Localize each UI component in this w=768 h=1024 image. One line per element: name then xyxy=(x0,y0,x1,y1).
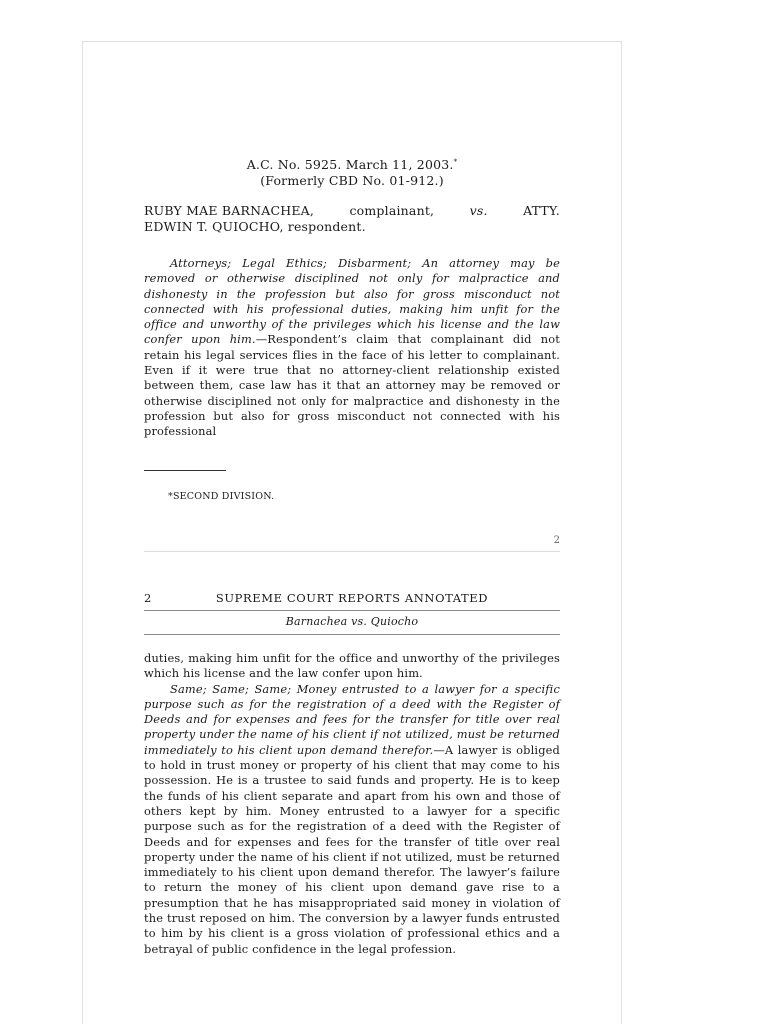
complainant-role: complainant, xyxy=(349,203,435,218)
parties-line-1 xyxy=(144,203,560,219)
footnote: *SECOND DIVISION. xyxy=(168,491,275,502)
former-case-number: (Formerly CBD No. 01-912.) xyxy=(260,173,444,189)
parties-line-2: EDWIN T. QUIOCHO, respondent. xyxy=(144,219,366,234)
case-number-line xyxy=(144,154,560,173)
running-head-case-title: Barnachea vs. Quiocho xyxy=(285,615,419,628)
syllabus-2-paragraph xyxy=(144,682,560,957)
case-heading xyxy=(144,154,560,189)
respondent-title: ATTY. xyxy=(523,203,560,218)
running-head-page-number: 2 xyxy=(144,591,152,605)
page-separator xyxy=(144,551,560,552)
syllabus-1 xyxy=(144,256,560,440)
running-head xyxy=(144,591,560,605)
page-1-number: 2 xyxy=(553,535,560,546)
running-head-rule-bottom xyxy=(144,634,560,635)
footnote-rule xyxy=(144,470,226,471)
running-head-rule-top xyxy=(144,610,560,611)
running-head-title: SUPREME COURT REPORTS ANNOTATED xyxy=(215,591,489,605)
footnote-marker: * xyxy=(453,158,458,166)
versus: vs. xyxy=(469,203,488,218)
syllabus-1-roman: —Respondent’s claim that complainant did not retain his legal services flies in the face of his letter to complainant. Even if it were true that no attorney-client relationship existed between them, case law has it that an attorney may be removed or otherwise disciplined not only for malpractice and dishonesty in the profession but also for gross misconduct not connected with his professional xyxy=(144,332,560,439)
parties xyxy=(144,203,560,235)
syllabus-2-italic: Same; Same; Same; Money entrusted to a lawyer for a specific purpose such as for the registration of a deed with the Register of Deeds and for expenses and fees for the transfer for title over real property under the name of his client if not utilized, must be returned immediately to his client upon demand therefor. xyxy=(144,681,560,757)
syllabus-1-paragraph xyxy=(144,256,560,440)
case-number: A.C. No. 5925. March 11, 2003. xyxy=(246,157,454,173)
page-2-body xyxy=(144,651,560,957)
complainant-name: RUBY MAE BARNACHEA, xyxy=(144,203,315,218)
continuation-paragraph: duties, making him unfit for the office and unworthy of the privileges which his license and the law confer upon him. xyxy=(144,651,560,681)
syllabus-1-italic: Attorneys; Legal Ethics; Disbarment; An attorney may be removed or otherwise disciplined not only for malpractice and dishonesty in the profession but also for gross misconduct not connected with his professional duties, making him unfit for the office and unworthy of the privileges which his license and the law confer upon him. xyxy=(144,256,560,347)
syllabus-2-roman: —A lawyer is obliged to hold in trust money or property of his client that may come to his possession. He is a trustee to said funds and property. He is to keep the funds of his client separate and apart from his own and those of others kept by him. Money entrusted to a lawyer for a specific purpose such as for the registration of a deed with the Register of Deeds and for expenses and fees for the transfer of title over real property under the name of his client if not utilized, must be returned immediately to his client upon demand therefor. The lawyer’s failure to return the money of his client upon demand gave rise to a presumption that he has misappropriated said money in violation of the trust reposed on him. The conversion by a lawyer funds entrusted to him by his client is a gross violation of professional ethics and a betrayal of public confidence in the legal profession. xyxy=(144,742,560,956)
